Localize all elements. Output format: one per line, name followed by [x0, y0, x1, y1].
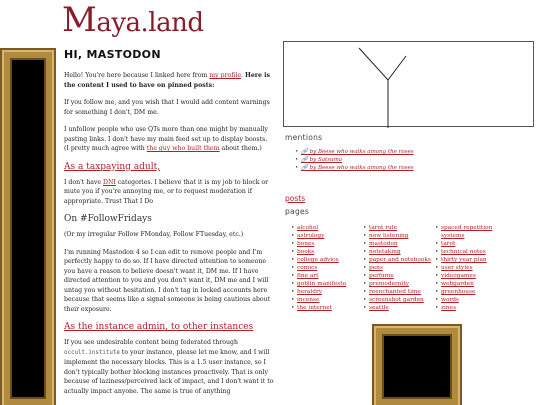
intro-paragraph: Hello! You're here because I linked here from my profile. Here is the content I used to have on pinned posts:: [64, 72, 270, 89]
mention-item[interactable]: • 🔗 by Satsuma: [301, 156, 535, 164]
unfollow-paragraph: I unfollow people who use QTs more than one might by manually pasting links. I don't have my main feed set up to display boosts. (I pretty much agree with the guy who built them about them.): [64, 126, 268, 152]
irregular-paragraph: (Or my irregular Follow FMonday, Follow FTuesday, etc.): [64, 231, 244, 238]
pages-column-3: [441, 224, 513, 312]
page-link-webgarden[interactable]: • webgarden: [441, 280, 513, 288]
heading-instance-admin[interactable]: As the instance admin, to other instances: [64, 322, 254, 332]
heading-taxpaying-adult[interactable]: As a taxpaying adult,: [64, 161, 161, 172]
page-link-reenchanted-time[interactable]: • reenchanted time: [369, 288, 441, 296]
page-link-videogames[interactable]: • videogames: [441, 272, 513, 280]
page-link-notetaking[interactable]: • notetaking: [369, 248, 441, 256]
posts-section: [285, 186, 535, 205]
page-link-pens[interactable]: • pens: [369, 264, 441, 272]
mention-item[interactable]: • 🔗 by Beese who walks among the roses: [301, 148, 535, 156]
page-link-astrology[interactable]: • astrology: [297, 232, 369, 240]
page-link-seattle[interactable]: • seattle: [369, 304, 441, 312]
mentions-heading: mentions: [285, 133, 323, 142]
page-link-college-advice[interactable]: • college advice: [297, 256, 369, 264]
page-link-technical-notes[interactable]: • technical notes: [441, 248, 513, 256]
running-paragraph: I'm running Mastodon 4 so I can edit to remove people and I'm perfectly happy to do so. If I have directed attention to someone you have a reason to believe doesn't want it, DM me. If I have directed attention to you and you don't want it, DM me and I will untag you without hesitation. I don't tag in locked accounts here because that seems like a signal someone is being cautious about their exposure.: [64, 248, 271, 313]
pages-columns: [297, 224, 535, 312]
page-link-goblin-manifesto[interactable]: • goblin manifesto: [297, 280, 369, 288]
mentions-list: [301, 148, 535, 172]
posts-link[interactable]: posts: [285, 194, 306, 203]
page-link-tarot[interactable]: • tarot: [441, 240, 513, 248]
page-link-greenhouse[interactable]: • greenhouse: [441, 288, 513, 296]
page-link-mastodon[interactable]: • mastodon: [369, 240, 441, 248]
page-link-bones[interactable]: • bones: [297, 240, 369, 248]
site-logo[interactable]: Maya.land: [62, 0, 204, 40]
page-link-the-internet[interactable]: • the internet: [297, 304, 369, 312]
page-link-tarot-rule[interactable]: • tarot rule: [369, 224, 441, 232]
page-link-words[interactable]: • words: [441, 296, 513, 304]
admin-paragraph: If you see undesirable content being federated through occult.institute to your instance, please let me know, and I will implement the necessary blocks. This is a 1.5 user instance, so I don't typically bother blocking instances proactively. That is only because of laziness/perceived lack of impact, and I don't want it to actually impact anyone. The same is true of anything: [64, 339, 274, 395]
heading-followfridays: On #FollowFridays: [64, 214, 152, 224]
page-link-perfume[interactable]: • perfume: [369, 272, 441, 280]
pages-heading: pages: [285, 207, 310, 216]
page-link-premodernity[interactable]: • premodernity: [369, 280, 441, 288]
page-link-incense[interactable]: • incense: [297, 296, 369, 304]
guy-link[interactable]: the guy who built them: [146, 145, 220, 152]
page-link-screenshot-garden[interactable]: • screenshot garden: [369, 296, 441, 304]
page-link-alcohol[interactable]: • alcohol: [297, 224, 369, 232]
dni-paragraph: I don't have DNI categories. I believe that it is my job to block or mute you if you're annoying me, or to request moderation if appropriate. Trust That I Do: [64, 178, 269, 205]
page-link-user-styles[interactable]: • user styles: [441, 264, 513, 272]
page-title: HI, MASTODON: [64, 48, 161, 61]
illustration-panel: [283, 41, 534, 127]
page-link-spaced-repetition[interactable]: • spaced repetition systems: [441, 224, 511, 240]
follow-paragraph: If you follow me, and you wish that I would add content warnings for something I don't, DM me.: [64, 99, 270, 116]
page-link-heraldry[interactable]: • heraldry: [297, 288, 369, 296]
dni-link[interactable]: DNI: [103, 178, 116, 186]
page-link-zines[interactable]: • zines: [441, 304, 513, 312]
pages-section: [285, 207, 535, 312]
profile-link[interactable]: my profile: [209, 72, 242, 79]
page-link-books[interactable]: • books: [297, 248, 369, 256]
mentions-section: [285, 133, 535, 172]
instance-code: occult.institute: [64, 349, 120, 356]
page-link-fine-art[interactable]: • fine art: [297, 272, 369, 280]
page-link-paper-and-notebooks[interactable]: • paper and notebooks: [369, 256, 441, 264]
page-link-thirty-year-plan[interactable]: • thirty year plan: [441, 256, 513, 264]
main-content: [64, 48, 274, 404]
pages-column-2: [369, 224, 441, 312]
ornate-frame-right: [376, 328, 458, 405]
page-link-now-listening[interactable]: • now listening: [369, 232, 441, 240]
pages-column-1: [297, 224, 369, 312]
mention-item[interactable]: • 🔗 by Beese who walks among the roses: [301, 164, 535, 172]
page-link-comics[interactable]: • comics: [297, 264, 369, 272]
pendulum-diagram-icon: [284, 42, 535, 128]
ornate-frame-left: [4, 52, 52, 405]
